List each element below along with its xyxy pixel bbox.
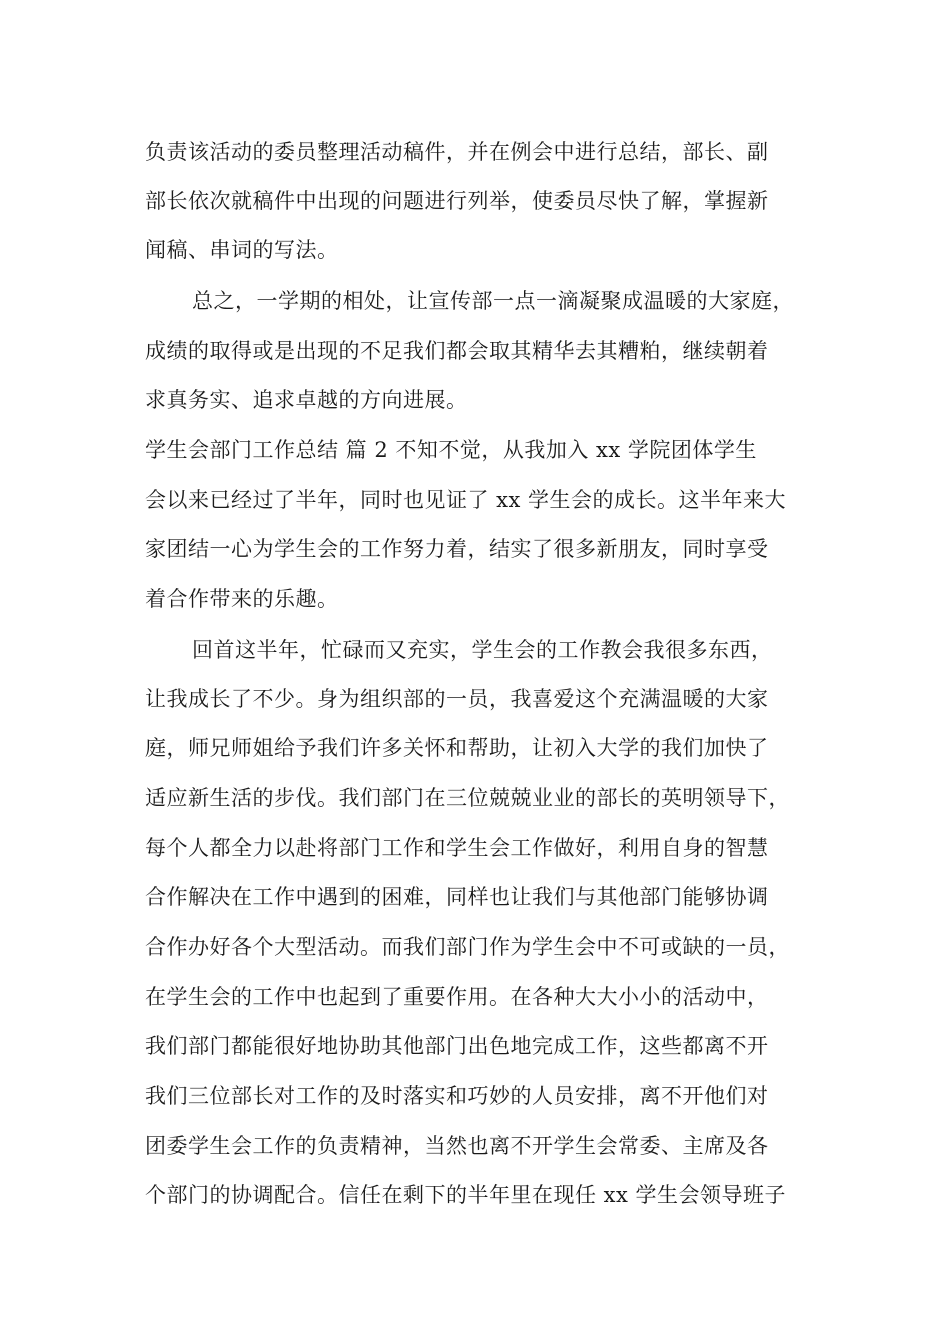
text-line: 个部门的协调配合。信任在剩下的半年里在现任 xx 学生会领导班子 xyxy=(145,1183,787,1207)
text-line: 着合作带来的乐趣。 xyxy=(145,587,339,611)
text-line: 每个人都全力以赴将部门工作和学生会工作做好，利用自身的智慧 xyxy=(145,836,769,860)
text-line: 庭，师兄师姐给予我们许多关怀和帮助，让初入大学的我们加快了 xyxy=(145,736,769,760)
text-line: 回首这半年，忙碌而又充实，学生会的工作教会我很多东西， xyxy=(192,638,773,662)
text-line: 会以来已经过了半年，同时也见证了 xx 学生会的成长。这半年来大 xyxy=(145,488,787,512)
text-line: 我们三位部长对工作的及时落实和巧妙的人员安排，离不开他们对 xyxy=(145,1084,769,1108)
text-line: 让我成长了不少。身为组织部的一员，我喜爱这个充满温暖的大家 xyxy=(145,687,769,711)
text-line: 家团结一心为学生会的工作努力着，结实了很多新朋友，同时享受 xyxy=(145,537,769,561)
text-line: 我们部门都能很好地协助其他部门出色地完成工作，这些都离不开 xyxy=(145,1034,769,1058)
text-line: 部长依次就稿件中出现的问题进行列举，使委员尽快了解，掌握新 xyxy=(145,189,769,213)
text-line: 求真务实、追求卓越的方向进展。 xyxy=(145,388,468,412)
text-line: 成绩的取得或是出现的不足我们都会取其精华去其糟粕，继续朝着 xyxy=(145,339,769,363)
text-line: 适应新生活的步伐。我们部门在三位兢兢业业的部长的英明领导下， xyxy=(145,786,790,810)
text-line: 团委学生会工作的负责精神，当然也离不开学生会常委、主席及各 xyxy=(145,1134,769,1158)
text-line: 合作办好各个大型活动。而我们部门作为学生会中不可或缺的一员， xyxy=(145,935,790,959)
text-line: 总之，一学期的相处，让宣传部一点一滴凝聚成温暖的大家庭， xyxy=(192,289,794,313)
text-line: 在学生会的工作中也起到了重要作用。在各种大大小小的活动中， xyxy=(145,985,769,1009)
section-heading-line: 学生会部门工作总结 篇 2 不知不觉，从我加入 xx 学院团体学生 xyxy=(145,438,757,462)
text-line: 合作解决在工作中遇到的困难，同样也让我们与其他部门能够协调 xyxy=(145,885,769,909)
text-line: 负责该活动的委员整理活动稿件，并在例会中进行总结，部长、副 xyxy=(145,140,769,164)
text-line: 闻稿、串词的写法。 xyxy=(145,238,339,262)
